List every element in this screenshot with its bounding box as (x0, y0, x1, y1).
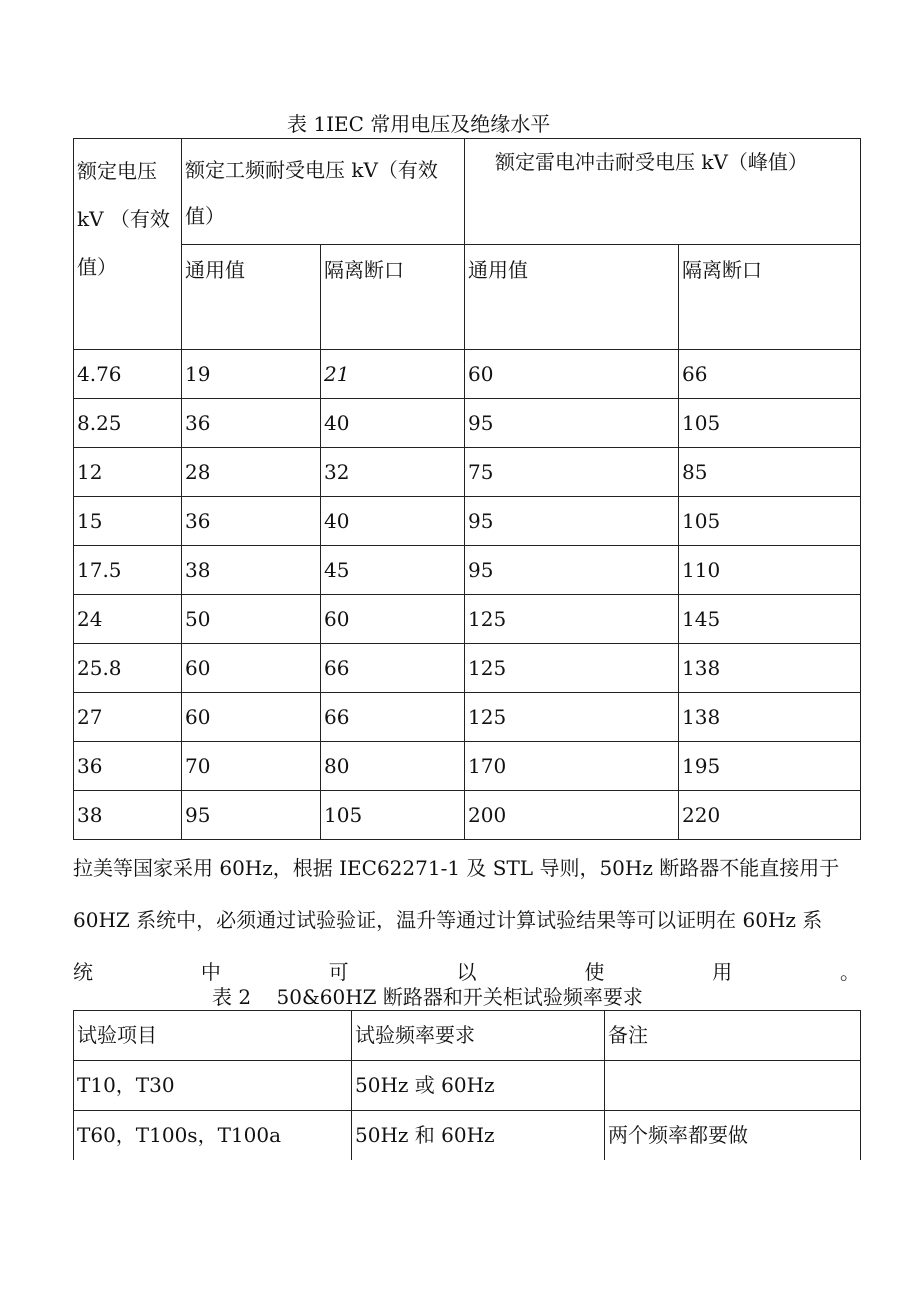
table-row (74, 350, 861, 399)
table-cell: T60，T100s，T100a (74, 1111, 352, 1161)
table-cell: 110 (679, 546, 861, 595)
table-row (74, 595, 861, 644)
table-cell: 66 (679, 350, 861, 399)
paragraph-line: 拉美等国家采用 60Hz，根据 IEC62271-1 及 STL 导则，50Hz 断路器不能直接用于 (73, 856, 840, 880)
voltage-insulation-table (73, 138, 861, 840)
table-cell: 27 (74, 693, 182, 742)
table-cell: 40 (321, 399, 465, 448)
table-cell: 125 (465, 693, 679, 742)
rated-voltage-header: 额定电压 kV （有效值） (74, 139, 182, 350)
table-cell: 60 (182, 693, 321, 742)
table-cell: 36 (182, 399, 321, 448)
table2-caption: 表 2 50&60HZ 断路器和开关柜试验频率要求 (212, 985, 643, 1009)
column-header: 试验频率要求 (352, 1011, 605, 1061)
table-cell: 105 (321, 791, 465, 840)
table-cell: 两个频率都要做 (605, 1111, 861, 1161)
body-paragraph (73, 842, 860, 998)
table-row (74, 497, 861, 546)
table-cell: 28 (182, 448, 321, 497)
table-cell: 170 (465, 742, 679, 791)
table-row (74, 693, 861, 742)
paragraph-char: 以 (456, 960, 477, 984)
table-cell: 38 (74, 791, 182, 840)
table-cell: 50Hz 或 60Hz (352, 1061, 605, 1111)
table-cell: 38 (182, 546, 321, 595)
table-cell: 85 (679, 448, 861, 497)
paragraph-char: 用 (712, 960, 733, 984)
table-cell: 60 (465, 350, 679, 399)
table-cell: 60 (182, 644, 321, 693)
table-cell: 145 (679, 595, 861, 644)
table-cell: 75 (465, 448, 679, 497)
table-cell: 220 (679, 791, 861, 840)
table-row (74, 742, 861, 791)
table-cell: 95 (465, 497, 679, 546)
table-row (74, 399, 861, 448)
table-cell: T10，T30 (74, 1061, 352, 1111)
column-header: 备注 (605, 1011, 861, 1061)
table-cell (605, 1061, 861, 1111)
paragraph-char: 。 (839, 960, 860, 984)
table-cell: 45 (321, 546, 465, 595)
table-cell: 200 (465, 791, 679, 840)
table-cell: 60 (321, 595, 465, 644)
column-header: 通用值 (465, 245, 679, 350)
column-header: 试验项目 (74, 1011, 352, 1061)
table-cell: 25.8 (74, 644, 182, 693)
table-cell: 125 (465, 595, 679, 644)
paragraph-char: 使 (584, 960, 605, 984)
table-cell: 50Hz 和 60Hz (352, 1111, 605, 1161)
table-cell: 50 (182, 595, 321, 644)
paragraph-char: 统 (73, 960, 93, 984)
table-row (74, 1061, 861, 1111)
column-header: 隔离断口 (679, 245, 861, 350)
table-row (74, 791, 861, 840)
table-cell: 138 (679, 644, 861, 693)
paragraph-line: 60HZ 系统中，必须通过试验验证，温升等通过计算试验结果等可以证明在 60Hz 系 (73, 908, 823, 932)
table-cell: 195 (679, 742, 861, 791)
paragraph-char: 中 (200, 960, 221, 984)
table-cell: 24 (74, 595, 182, 644)
table-cell: 95 (465, 399, 679, 448)
table-cell: 21 (321, 350, 465, 399)
table-cell: 105 (679, 399, 861, 448)
table-row (74, 448, 861, 497)
column-header: 隔离断口 (321, 245, 465, 350)
table-cell: 80 (321, 742, 465, 791)
table-cell: 4.76 (74, 350, 182, 399)
table1-caption: 表 1IEC 常用电压及绝缘水平 (287, 112, 551, 136)
table-cell: 32 (321, 448, 465, 497)
table-row (74, 644, 861, 693)
table-header-row (74, 1011, 861, 1061)
table-cell: 125 (465, 644, 679, 693)
table-cell: 66 (321, 644, 465, 693)
table-cell: 8.25 (74, 399, 182, 448)
table-cell: 36 (74, 742, 182, 791)
test-frequency-table (73, 1010, 861, 1160)
table-cell: 19 (182, 350, 321, 399)
table-cell: 12 (74, 448, 182, 497)
table-cell: 40 (321, 497, 465, 546)
table-cell: 36 (182, 497, 321, 546)
table-cell: 95 (182, 791, 321, 840)
table-cell: 105 (679, 497, 861, 546)
lightning-impulse-withstand-header: 额定雷电冲击耐受电压 kV（峰值） (465, 139, 861, 245)
table-cell: 17.5 (74, 546, 182, 595)
table-cell: 15 (74, 497, 182, 546)
power-frequency-withstand-header: 额定工频耐受电压 kV（有效值） (182, 139, 465, 245)
table-row (74, 1111, 861, 1161)
paragraph-char: 可 (328, 960, 349, 984)
table-cell: 66 (321, 693, 465, 742)
table-cell: 70 (182, 742, 321, 791)
table-cell: 95 (465, 546, 679, 595)
table-row (74, 546, 861, 595)
column-header: 通用值 (182, 245, 321, 350)
table-cell: 138 (679, 693, 861, 742)
